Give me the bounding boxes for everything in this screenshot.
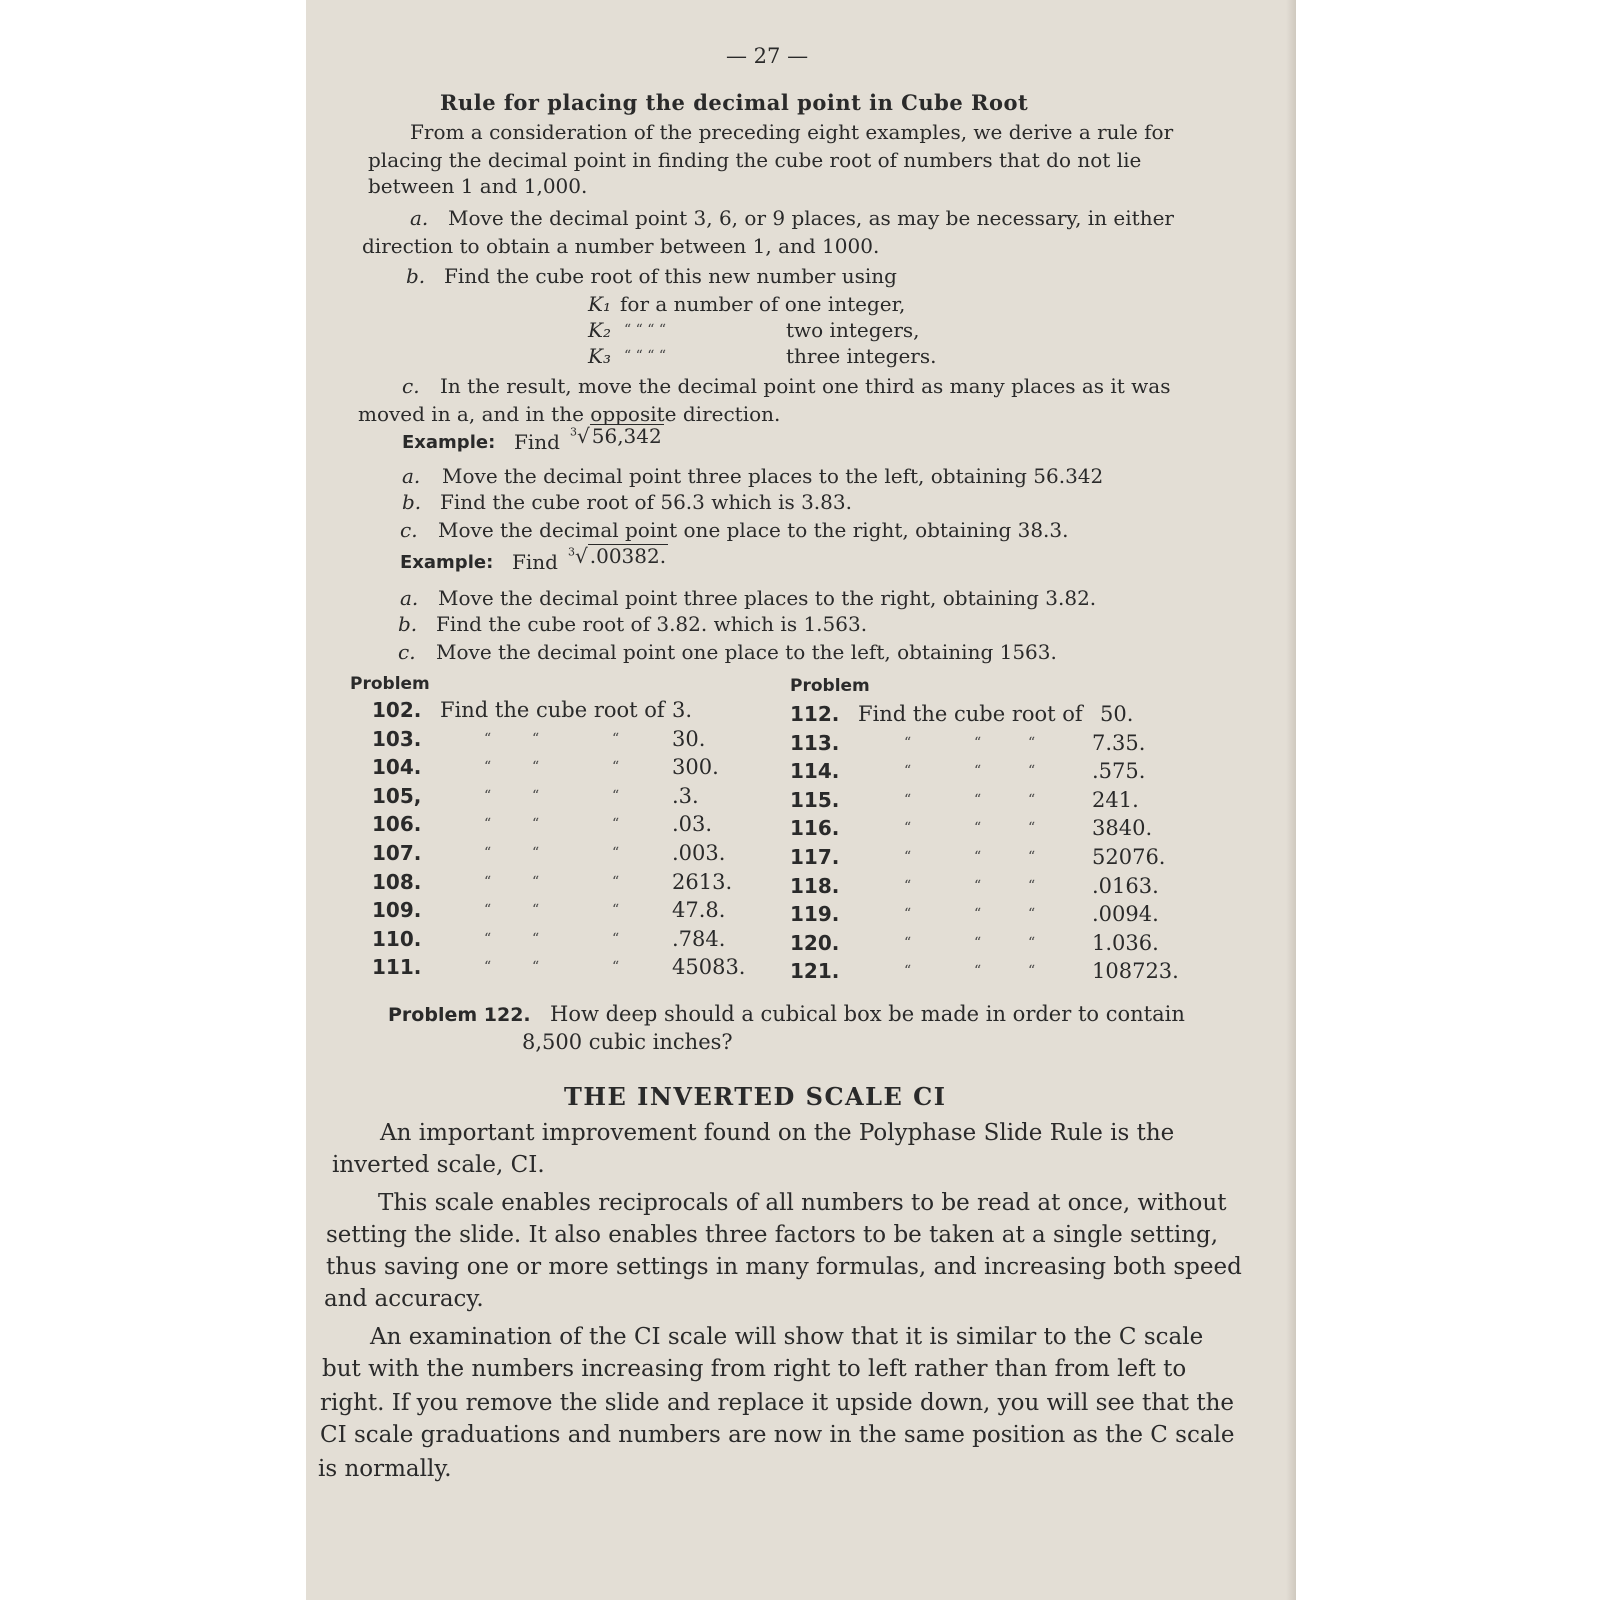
ex1-step-c-label: c. (400, 518, 418, 542)
ditto-mark: “ (612, 845, 620, 861)
ditto-mark: “ (1028, 963, 1036, 979)
problem-value: 2613. (672, 870, 733, 894)
ditto-mark: “ (904, 963, 912, 979)
problem-value: 7.35. (1092, 731, 1146, 755)
problem-value: .0163. (1092, 874, 1159, 898)
problem-value: .0094. (1092, 902, 1159, 926)
problem-number: 117. (790, 845, 840, 869)
ditto-mark: “ (904, 735, 912, 751)
problem-value: 241. (1092, 788, 1139, 812)
k2-symbol: K₂ (588, 318, 611, 342)
problem-number: 107. (372, 841, 422, 865)
problem-number: 109. (372, 898, 422, 922)
ci-p1-line-1: An important improvement found on the Polyphase Slide Rule is the (380, 1120, 1175, 1146)
ci-section-title: THE INVERTED SCALE CI (564, 1082, 947, 1111)
problem-value: 47.8. (672, 898, 726, 922)
example-2-label: Example: (400, 552, 494, 573)
problem-number: 119. (790, 902, 840, 926)
ditto-mark: “ (1028, 849, 1036, 865)
k3-text: three integers. (786, 344, 937, 368)
ex1-step-a: Move the decimal point three places to the left, obtaining 56.342 (442, 464, 1104, 488)
ditto-mark: “ (612, 759, 620, 775)
ditto-mark: “ (532, 845, 540, 861)
problem-number: 108. (372, 870, 422, 894)
step-c-label: c. (402, 374, 420, 398)
problem-number: 110. (372, 927, 422, 951)
ditto-mark: “ (484, 759, 492, 775)
problem-value: .784. (672, 927, 726, 951)
problem-value: 108723. (1092, 959, 1179, 983)
k1-symbol: K₁ (588, 292, 611, 316)
ci-p3-line-1: An examination of the CI scale will show that it is similar to the C scale (370, 1324, 1204, 1350)
ditto-mark: “ (612, 816, 620, 832)
ditto-mark: “ (484, 845, 492, 861)
problems-header-right: Problem (790, 676, 870, 696)
step-c-line-1: In the result, move the decimal point one third as many places as it was (440, 374, 1171, 398)
problem-value: 30. (672, 727, 706, 751)
ditto-mark: “ (484, 931, 492, 947)
problem-number: 113. (790, 731, 840, 755)
problem-number: 105, (372, 784, 422, 808)
ditto-mark: “ (612, 731, 620, 747)
problem-number: 103. (372, 727, 422, 751)
ditto-mark: “ (904, 849, 912, 865)
ditto-mark: “ (612, 874, 620, 890)
page-number: — 27 — (726, 44, 809, 68)
radical-index: 3 (568, 545, 575, 559)
ditto-mark: “ (974, 906, 982, 922)
ditto-mark: “ (974, 735, 982, 751)
problem-value: 52076. (1092, 845, 1166, 869)
problem-number: 118. (790, 874, 840, 898)
ditto-mark: “ (532, 759, 540, 775)
problem-value: 3840. (1092, 816, 1153, 840)
problem-value: 45083. (672, 955, 746, 979)
ex1-step-b: Find the cube root of 56.3 which is 3.83. (440, 490, 852, 514)
ci-p2-line-3: thus saving one or more settings in many formulas, and increasing both speed (326, 1254, 1242, 1280)
k1-text: for a number of one integer, (620, 292, 906, 316)
ditto-mark: “ (532, 874, 540, 890)
problem-122-label: Problem 122. (388, 1004, 531, 1026)
problem-number: 111. (372, 955, 422, 979)
problem-number: 120. (790, 931, 840, 955)
step-a-line-2: direction to obtain a number between 1, and 1000. (362, 234, 880, 258)
ditto-mark: “ (532, 731, 540, 747)
rule-intro-1: From a consideration of the preceding eight examples, we derive a rule for (410, 120, 1174, 144)
ditto-mark: “ (612, 788, 620, 804)
step-c-line-2: moved in a, and in the opposite direction. (358, 402, 781, 426)
radical-index: 3 (570, 425, 577, 439)
ditto-mark: “ (1028, 735, 1036, 751)
problem-number: 112. (790, 702, 840, 726)
problem-122-line-1: How deep should a cubical box be made in order to contain (550, 1002, 1185, 1026)
problem-value: 3. (672, 698, 693, 722)
ditto-mark: “ (904, 878, 912, 894)
example-1-radical (570, 424, 664, 448)
rule-intro-3: between 1 and 1,000. (368, 174, 588, 198)
radical-sign-icon: √ (575, 544, 588, 568)
ditto-mark: “ (904, 906, 912, 922)
example-2-find: Find (512, 550, 558, 574)
ditto-mark: “ (974, 878, 982, 894)
ditto-mark: “ (484, 959, 492, 975)
example-2-radicand: .00382. (589, 544, 667, 568)
step-b-text: Find the cube root of this new number using (444, 264, 897, 288)
ditto-mark: “ (1028, 878, 1036, 894)
ci-p2-line-2: setting the slide. It also enables three factors to be taken at a single setting, (326, 1222, 1219, 1248)
ditto-mark: “ (532, 816, 540, 832)
ex1-step-c: Move the decimal point one place to the right, obtaining 38.3. (438, 518, 1069, 542)
ditto-mark: “ (904, 820, 912, 836)
example-1-find: Find (514, 430, 560, 454)
ditto-mark: “ (484, 902, 492, 918)
ci-p3-line-4: CI scale graduations and numbers are now in the same position as the C scale (320, 1422, 1235, 1448)
example-1-label: Example: (402, 432, 496, 453)
ditto-mark: “ (1028, 935, 1036, 951)
problem-number: 121. (790, 959, 840, 983)
ci-p3-line-2: but with the numbers increasing from right to left rather than from left to (322, 1356, 1187, 1382)
ditto-mark: “ (974, 820, 982, 836)
ditto-mark: “ (974, 935, 982, 951)
ci-p1-line-2: inverted scale, CI. (332, 1152, 545, 1178)
ditto-mark: “ (532, 931, 540, 947)
book-page (306, 0, 1296, 1600)
ditto-mark: “ (484, 816, 492, 832)
example-1-radicand: 56,342 (591, 424, 662, 448)
ditto-mark: “ (612, 959, 620, 975)
ex2-step-b: Find the cube root of 3.82. which is 1.563. (436, 612, 868, 636)
ditto-mark: “ (532, 788, 540, 804)
rule-intro-2: placing the decimal point in finding the cube root of numbers that do not lie (368, 148, 1142, 172)
rule-title: Rule for placing the decimal point in Cube Root (440, 90, 1029, 115)
ex2-step-a-label: a. (400, 586, 419, 610)
ditto-mark: “ (904, 792, 912, 808)
k3-symbol: K₃ (588, 344, 611, 368)
problem-number: 116. (790, 816, 840, 840)
ditto-mark: “ (484, 874, 492, 890)
ditto-mark: “ (904, 935, 912, 951)
problem-value: 300. (672, 755, 719, 779)
ditto-mark: “ (904, 763, 912, 779)
problem-value: .03. (672, 812, 713, 836)
ditto-mark: “ (484, 731, 492, 747)
step-a-line-1: Move the decimal point 3, 6, or 9 places, as may be necessary, in either (448, 206, 1174, 230)
k2-text: two integers, (786, 318, 920, 342)
ci-p2-line-1: This scale enables reciprocals of all numbers to be read at once, without (378, 1190, 1227, 1216)
page-edge (1286, 0, 1296, 1600)
problem-number: 114. (790, 759, 840, 783)
ci-p3-line-5: is normally. (318, 1456, 452, 1482)
problem-number: 115. (790, 788, 840, 812)
ditto-mark: “ (612, 931, 620, 947)
ditto-mark: “ (532, 902, 540, 918)
ci-p3-line-3: right. If you remove the slide and replace it upside down, you will see that the (320, 1390, 1235, 1416)
step-b-label: b. (406, 264, 426, 288)
ex2-step-a: Move the decimal point three places to the right, obtaining 3.82. (438, 586, 1097, 610)
ditto-mark: “ (532, 959, 540, 975)
problem-text: Find the cube root of (440, 698, 665, 722)
radical-sign-icon: √ (577, 424, 590, 448)
problem-number: 102. (372, 698, 422, 722)
ditto-mark: “ (1028, 792, 1036, 808)
ci-p2-line-4: and accuracy. (324, 1286, 484, 1312)
problem-122-line-2: 8,500 cubic inches? (522, 1030, 733, 1054)
problems-header-left: Problem (350, 674, 430, 694)
ex2-step-c-label: c. (398, 640, 416, 664)
problem-value: .3. (672, 784, 699, 808)
step-a-label: a. (410, 206, 429, 230)
ditto-mark: “ (974, 763, 982, 779)
problem-value: .575. (1092, 759, 1146, 783)
ditto-mark: “ (974, 963, 982, 979)
example-2-radical (568, 544, 668, 568)
problem-number: 104. (372, 755, 422, 779)
ditto-mark: “ (1028, 820, 1036, 836)
k2-ditto: “ “ “ “ (624, 322, 666, 338)
k3-ditto: “ “ “ “ (624, 348, 666, 364)
ex1-step-a-label: a. (402, 464, 421, 488)
ditto-mark: “ (974, 849, 982, 865)
problem-value: .003. (672, 841, 726, 865)
problem-text: Find the cube root of (858, 702, 1083, 726)
ditto-mark: “ (612, 902, 620, 918)
ditto-mark: “ (484, 788, 492, 804)
ditto-mark: “ (974, 792, 982, 808)
ditto-mark: “ (1028, 763, 1036, 779)
ex1-step-b-label: b. (402, 490, 422, 514)
ex2-step-b-label: b. (398, 612, 418, 636)
problem-number: 106. (372, 812, 422, 836)
problem-value: 50. (1100, 702, 1134, 726)
ditto-mark: “ (1028, 906, 1036, 922)
problem-value: 1.036. (1092, 931, 1159, 955)
ex2-step-c: Move the decimal point one place to the left, obtaining 1563. (436, 640, 1057, 664)
